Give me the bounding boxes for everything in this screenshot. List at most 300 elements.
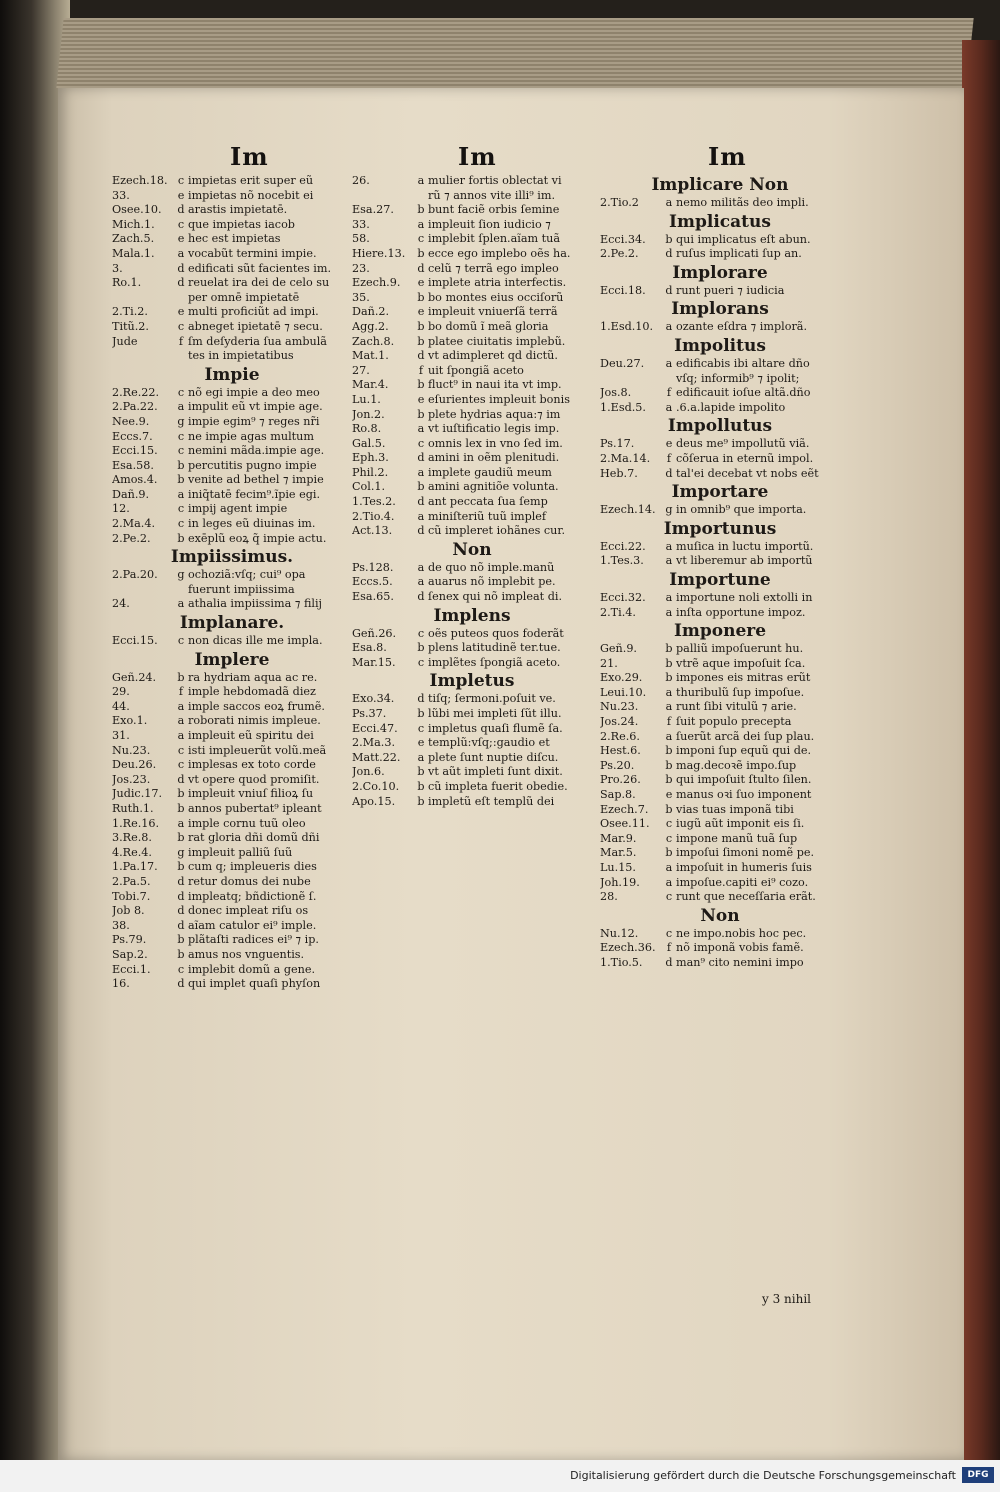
concordance-entry bbox=[352, 393, 612, 408]
entry-text: impleuit ſion iudicio ⁊ bbox=[428, 217, 551, 231]
entry-text: imple hebdomadã diez bbox=[188, 685, 316, 699]
dfg-logo: DFG bbox=[962, 1467, 994, 1483]
entry-reference: Mar.15. bbox=[352, 655, 396, 669]
entry-section-letter: a bbox=[417, 465, 425, 479]
entry-text: inſta opportune impoz. bbox=[676, 605, 806, 619]
concordance-entry bbox=[112, 700, 372, 715]
entry-text: ne impie agas multum bbox=[188, 429, 314, 443]
concordance-entry bbox=[112, 400, 372, 415]
entry-reference: 2.Re.6. bbox=[600, 729, 640, 743]
entry-reference: Ro.1. bbox=[112, 276, 142, 290]
entry-section-letter: a bbox=[665, 875, 673, 889]
entry-section-letter: d bbox=[665, 247, 673, 261]
entry-reference: 26. bbox=[352, 174, 370, 187]
headword: Importunus bbox=[663, 518, 777, 539]
entry-reference: Phil.2. bbox=[352, 465, 389, 479]
entry-text: impones eis mitras erũt bbox=[676, 671, 811, 685]
entry-text: eſurientes impleuit bonis bbox=[428, 392, 570, 406]
entry-section-letter: e bbox=[417, 392, 425, 406]
entry-reference: Esa.8. bbox=[352, 641, 387, 655]
entry-reference: 1.Tes.3. bbox=[600, 554, 644, 568]
entry-reference: Tobi.7. bbox=[112, 889, 151, 903]
concordance-entry bbox=[600, 730, 860, 745]
entry-section-letter: b bbox=[417, 765, 425, 779]
entry-section-letter: b bbox=[417, 290, 425, 304]
headword: Impolitus bbox=[674, 335, 766, 356]
entry-reference: 1.Esd.5. bbox=[600, 400, 646, 414]
entry-reference: Esa.65. bbox=[352, 590, 394, 604]
entry-text: mulier fortis oblectat vi bbox=[428, 174, 562, 187]
concordance-entry bbox=[600, 554, 860, 569]
entry-reference: Mat.1. bbox=[352, 349, 389, 363]
concordance-entry bbox=[112, 948, 372, 963]
concordance-entry bbox=[112, 671, 372, 686]
concordance-entry bbox=[352, 320, 612, 335]
entry-reference: Act.13. bbox=[352, 524, 393, 538]
concordance-entry bbox=[352, 291, 612, 306]
entry-text: vſq; informib⁹ ⁊ ipolit; bbox=[676, 371, 800, 385]
concordance-entry bbox=[600, 233, 860, 248]
entry-reference: Zach.8. bbox=[352, 334, 395, 348]
concordance-entry bbox=[600, 956, 860, 971]
entry-text: in leges eũ diuinas im. bbox=[188, 517, 316, 531]
entry-section-letter bbox=[662, 372, 676, 387]
entry-section-letter: b bbox=[417, 407, 425, 421]
entry-section-letter bbox=[174, 583, 188, 598]
entry-section-letter: b bbox=[177, 473, 185, 487]
entry-reference: 1.Tes.2. bbox=[352, 495, 396, 509]
concordance-entry bbox=[600, 642, 860, 657]
concordance-entry bbox=[112, 977, 372, 992]
entry-section-letter: d bbox=[177, 918, 185, 932]
entry-reference: Sap.8. bbox=[600, 788, 636, 802]
entry-reference: Esa.27. bbox=[352, 203, 394, 217]
entry-section-letter: a bbox=[665, 400, 673, 414]
entry-reference: Jos.8. bbox=[600, 386, 632, 400]
concordance-entry bbox=[352, 561, 612, 576]
concordance-entry bbox=[112, 532, 372, 547]
entry-section-letter: a bbox=[417, 509, 425, 523]
entry-text: runt que neceſſaria erãt. bbox=[676, 890, 816, 904]
entry-section-letter: f bbox=[178, 334, 184, 348]
entry-text: .6.a.lapide impolito bbox=[676, 400, 786, 414]
entry-reference: Eph.3. bbox=[352, 451, 389, 465]
concordance-entry bbox=[112, 189, 372, 204]
concordance-entry bbox=[112, 597, 372, 612]
concordance-entry bbox=[600, 467, 860, 482]
entry-reference: Heb.7. bbox=[600, 466, 638, 480]
entry-text: implete gaudiũ meum bbox=[428, 465, 552, 479]
entry-text: imponi ſup equũ qui de. bbox=[676, 744, 812, 758]
entry-text: in omnib⁹ que importa. bbox=[676, 503, 807, 517]
concordance-entry bbox=[112, 232, 372, 247]
entry-section-letter: c bbox=[177, 517, 185, 531]
entry-reference: 33. bbox=[352, 217, 370, 231]
entry-reference: Dañ.9. bbox=[112, 487, 150, 501]
entry-text: tal'ei decebat vt nobs eẽt bbox=[676, 466, 819, 480]
concordance-entry bbox=[112, 875, 372, 890]
concordance-entry bbox=[352, 451, 612, 466]
concordance-entry bbox=[352, 378, 612, 393]
entry-text: ne impo.nobis hoc pec. bbox=[676, 926, 807, 940]
entry-text: cũ impleta fuerit obedie. bbox=[428, 779, 568, 793]
concordance-entry bbox=[352, 189, 612, 204]
entry-text: cum q; impleueris dies bbox=[188, 860, 317, 874]
concordance-entry bbox=[112, 430, 372, 445]
entry-reference: Mar.4. bbox=[352, 378, 389, 392]
concordance-entry bbox=[352, 627, 612, 642]
entry-section-letter: e bbox=[177, 232, 185, 246]
entry-reference: Jos.23. bbox=[112, 772, 151, 786]
concordance-entry bbox=[600, 247, 860, 262]
entry-section-letter: b bbox=[417, 794, 425, 808]
concordance-entry bbox=[112, 568, 372, 583]
entry-text: templũ:vſq;:gaudio et bbox=[428, 736, 550, 750]
entry-text: plete ſunt nuptie diſcu. bbox=[428, 750, 559, 764]
concordance-entry bbox=[352, 524, 612, 539]
entry-reference: Zach.5. bbox=[112, 232, 155, 246]
concordance-entry bbox=[112, 860, 372, 875]
concordance-entry bbox=[352, 276, 612, 291]
entry-reference: Joh.19. bbox=[600, 875, 640, 889]
entry-section-letter: b bbox=[177, 670, 185, 684]
entry-reference: 2.Ti.4. bbox=[600, 605, 636, 619]
concordance-entry bbox=[600, 401, 860, 416]
entry-reference: Job 8. bbox=[112, 904, 145, 918]
entry-section-letter: b bbox=[177, 831, 185, 845]
running-head-middle: Im bbox=[458, 142, 497, 171]
entry-text: impleuit vniuſ filioꝝ ſu bbox=[188, 787, 314, 801]
entry-text: nõ imponã vobis famẽ. bbox=[676, 941, 804, 955]
entry-text: annos pubertat⁹ ipleant bbox=[188, 801, 322, 815]
entry-text: rũ ⁊ annos vite illi⁹ im. bbox=[428, 188, 556, 202]
entry-section-letter: d bbox=[417, 692, 425, 706]
concordance-entry bbox=[352, 575, 612, 590]
entry-reference: Exo.34. bbox=[352, 692, 395, 706]
headword: Importare bbox=[671, 482, 769, 503]
concordance-entry bbox=[352, 247, 612, 262]
entry-reference: 33. bbox=[112, 188, 130, 202]
entry-text: vt opere quod promiſit. bbox=[188, 772, 320, 786]
entry-text: celũ ⁊ terrã ego impleo bbox=[428, 261, 559, 275]
entry-section-letter: b bbox=[417, 203, 425, 217]
concordance-entry bbox=[112, 846, 372, 861]
entry-text: roborati nimis impleue. bbox=[188, 714, 321, 728]
concordance-entry bbox=[352, 707, 612, 722]
concordance-entry bbox=[112, 276, 372, 291]
page-edges bbox=[56, 18, 973, 88]
entry-text: vt aũt impleti ſunt dixit. bbox=[428, 765, 563, 779]
concordance-entry bbox=[600, 606, 860, 621]
entry-section-letter: d bbox=[417, 349, 425, 363]
concordance-entry bbox=[352, 751, 612, 766]
headword: Non bbox=[700, 905, 740, 926]
entry-reference: 1.Esd.10. bbox=[600, 320, 654, 334]
entry-section-letter: d bbox=[665, 466, 673, 480]
entry-reference: 2.Ma.4. bbox=[112, 517, 156, 531]
entry-section-letter: d bbox=[177, 889, 185, 903]
entry-text: isti impleuerũt volũ.meã bbox=[188, 743, 327, 757]
entry-reference: Sap.2. bbox=[112, 947, 148, 961]
entry-section-letter: b bbox=[665, 802, 673, 816]
entry-section-letter: c bbox=[177, 429, 185, 443]
entry-text: bo domũ ĩ meã gloria bbox=[428, 319, 549, 333]
entry-text: arastis impietatē. bbox=[188, 203, 288, 217]
entry-reference: Ezech.14. bbox=[600, 503, 656, 517]
entry-reference: Titũ.2. bbox=[112, 319, 149, 333]
entry-text: impleuit palliũ ſuũ bbox=[188, 845, 293, 859]
concordance-entry bbox=[352, 262, 612, 277]
entry-section-letter: f bbox=[666, 715, 672, 729]
concordance-entry bbox=[600, 773, 860, 788]
concordance-entry bbox=[600, 759, 860, 774]
concordance-entry bbox=[112, 919, 372, 934]
entry-reference: Leui.10. bbox=[600, 685, 647, 699]
entry-reference: Dañ.2. bbox=[352, 305, 390, 319]
entry-section-letter: d bbox=[665, 283, 673, 297]
entry-reference: 29. bbox=[112, 685, 130, 699]
concordance-entry bbox=[112, 502, 372, 517]
running-head-right: Im bbox=[708, 142, 747, 171]
entry-reference: Geñ.24. bbox=[112, 670, 157, 684]
entry-section-letter: c bbox=[177, 634, 185, 648]
entry-reference: Ecci.15. bbox=[112, 444, 158, 458]
entry-text: implebit domũ a gene. bbox=[188, 962, 315, 976]
entry-reference: 24. bbox=[112, 597, 130, 611]
concordance-entry bbox=[352, 349, 612, 364]
concordance-entry bbox=[352, 422, 612, 437]
entry-reference: Ecci.34. bbox=[600, 232, 646, 246]
entry-reference bbox=[600, 372, 662, 387]
concordance-entry bbox=[352, 510, 612, 525]
entry-text: ſuerũt arcã dei ſup plau. bbox=[676, 729, 815, 743]
entry-section-letter: f bbox=[666, 386, 672, 400]
entry-text: imple cornu tuũ oleo bbox=[188, 816, 306, 830]
concordance-entry bbox=[600, 284, 860, 299]
headword: Impollutus bbox=[667, 416, 773, 437]
entry-text: implesas ex toto corde bbox=[188, 758, 316, 772]
entry-section-letter: b bbox=[177, 801, 185, 815]
entry-section-letter: d bbox=[417, 590, 425, 604]
concordance-entry bbox=[600, 846, 860, 861]
entry-text: non dicas ille me impla. bbox=[188, 634, 323, 648]
entry-section-letter: b bbox=[417, 641, 425, 655]
entry-reference: Ecci.1. bbox=[112, 962, 151, 976]
entry-text: tes in impietatibus bbox=[188, 349, 294, 363]
concordance-entry bbox=[352, 408, 612, 423]
entry-section-letter: a bbox=[417, 174, 425, 187]
concordance-entry bbox=[112, 488, 372, 503]
entry-text: fluct⁹ in naui ita vt imp. bbox=[428, 378, 562, 392]
entry-text: impletus quaſi flumẽ ſa. bbox=[428, 721, 563, 735]
concordance-entry bbox=[600, 657, 860, 672]
entry-text: ſuit populo precepta bbox=[676, 715, 792, 729]
headword: Implorans bbox=[671, 299, 769, 320]
concordance-entry bbox=[112, 787, 372, 802]
entry-section-letter: c bbox=[417, 436, 425, 450]
entry-reference: Gal.5. bbox=[352, 436, 386, 450]
entry-reference: 2.Pe.2. bbox=[112, 531, 151, 545]
entry-section-letter: e bbox=[417, 736, 425, 750]
entry-section-letter: d bbox=[177, 261, 185, 275]
entry-text: vt iuſtificatio legis imp. bbox=[428, 422, 560, 436]
concordance-entry bbox=[600, 671, 860, 686]
entry-text: lũbi mei impleti ſũt illu. bbox=[428, 707, 562, 720]
entry-text: ra hydriam aqua ac re. bbox=[188, 670, 318, 684]
entry-section-letter: a bbox=[665, 356, 673, 370]
concordance-entry bbox=[112, 335, 372, 350]
entry-text: impletũ eſt templũ dei bbox=[428, 794, 555, 808]
entry-section-letter: d bbox=[417, 451, 425, 465]
entry-section-letter: b bbox=[665, 773, 673, 787]
concordance-entry bbox=[352, 495, 612, 510]
entry-text: qui implicatus eſt abun. bbox=[676, 232, 811, 246]
entry-reference: 58. bbox=[352, 232, 370, 246]
entry-section-letter: f bbox=[178, 685, 184, 699]
entry-reference: 44. bbox=[112, 699, 130, 713]
entry-text: omnis lex in vno ſed im. bbox=[428, 436, 563, 450]
entry-reference: 2.Pa.22. bbox=[112, 400, 158, 414]
entry-text: que impietas iacob bbox=[188, 217, 295, 231]
entry-section-letter: a bbox=[177, 729, 185, 742]
entry-text: athalia impiissima ⁊ filij bbox=[188, 597, 323, 611]
entry-section-letter: b bbox=[665, 232, 673, 246]
concordance-entry bbox=[352, 765, 612, 780]
entry-reference: 2.Co.10. bbox=[352, 779, 400, 793]
entry-reference: Osee.10. bbox=[112, 203, 162, 217]
entry-text: amini agnitiõe volunta. bbox=[428, 480, 559, 494]
entry-text: aĩam catulor ei⁹ imple. bbox=[188, 918, 317, 932]
headword: Impletus bbox=[429, 671, 515, 692]
entry-text: donec impleat riſu os bbox=[188, 904, 309, 918]
entry-section-letter: d bbox=[665, 955, 673, 969]
entry-text: bo montes eius occiſorũ bbox=[428, 290, 564, 304]
concordance-entry bbox=[112, 517, 372, 532]
entry-text: exēplũ eoꝝ q̃ impie actu. bbox=[188, 531, 327, 545]
entry-section-letter: b bbox=[665, 744, 673, 758]
entry-section-letter: e bbox=[665, 437, 673, 451]
entry-section-letter: a bbox=[417, 422, 425, 436]
entry-section-letter: b bbox=[417, 707, 425, 720]
entry-text: impleuit eũ spiritu dei bbox=[188, 729, 314, 742]
entry-section-letter: b bbox=[417, 378, 425, 392]
entry-reference: Nu.12. bbox=[600, 926, 639, 940]
entry-text: fuerunt impiissima bbox=[188, 582, 295, 596]
entry-reference: Jos.24. bbox=[600, 715, 639, 729]
entry-text: platee ciuitatis implebũ. bbox=[428, 334, 566, 348]
entry-section-letter: a bbox=[665, 320, 673, 334]
headword: Implicare Non bbox=[651, 175, 789, 195]
entry-section-letter: a bbox=[177, 714, 185, 728]
concordance-entry bbox=[600, 591, 860, 606]
entry-reference: Esa.58. bbox=[112, 458, 154, 472]
concordance-entry bbox=[600, 715, 860, 730]
concordance-entry bbox=[112, 247, 372, 262]
entry-text: impulit eũ vt impie age. bbox=[188, 400, 323, 414]
concordance-entry bbox=[352, 437, 612, 452]
concordance-entry bbox=[352, 736, 612, 751]
entry-text: implebit ſplen.aĩam tuã bbox=[428, 232, 561, 246]
entry-reference: Exo.1. bbox=[112, 714, 148, 728]
concordance-entry bbox=[352, 795, 612, 810]
entry-text: auarus nõ implebit pe. bbox=[428, 575, 556, 589]
entry-reference: Ps.20. bbox=[600, 758, 635, 772]
entry-section-letter: g bbox=[177, 845, 185, 859]
column-right bbox=[600, 140, 860, 971]
entry-reference: Hest.6. bbox=[600, 744, 641, 758]
entry-text: vtrẽ aque impoſuit ſca. bbox=[676, 656, 806, 670]
entry-section-letter: c bbox=[665, 926, 673, 940]
entry-reference: Exo.29. bbox=[600, 671, 643, 685]
entry-text: venite ad bethel ⁊ impie bbox=[188, 473, 324, 487]
entry-section-letter: d bbox=[177, 203, 185, 217]
entry-section-letter: d bbox=[177, 977, 185, 991]
headword: Implicatus bbox=[669, 211, 771, 232]
concordance-entry bbox=[112, 218, 372, 233]
entry-section-letter: e bbox=[177, 188, 185, 202]
entry-text: de quo nõ imple.manũ bbox=[428, 560, 555, 574]
entry-section-letter: a bbox=[177, 816, 185, 830]
entry-text: ozante eſdra ⁊ implorã. bbox=[676, 320, 808, 334]
entry-reference: 12. bbox=[112, 502, 130, 516]
entry-section-letter: b bbox=[665, 846, 673, 860]
entry-section-letter: b bbox=[417, 779, 425, 793]
entry-text: iugũ aũt imponit eis ſi. bbox=[676, 817, 805, 831]
headword: Implanare. bbox=[179, 613, 285, 634]
entry-section-letter: d bbox=[417, 495, 425, 509]
entry-section-letter: b bbox=[177, 531, 185, 545]
entry-reference: Ecci.22. bbox=[600, 539, 646, 553]
headword: Impie bbox=[204, 364, 260, 385]
headword: Implorare bbox=[672, 262, 768, 283]
entry-text: hec est impietas bbox=[188, 232, 281, 246]
entry-text: vocabũt termini impie. bbox=[188, 246, 317, 260]
concordance-entry bbox=[112, 305, 372, 320]
concordance-entry bbox=[112, 386, 372, 401]
entry-section-letter: c bbox=[417, 232, 425, 246]
entry-text: amini in oẽm plenitudi. bbox=[428, 451, 560, 465]
concordance-entry bbox=[600, 386, 860, 401]
concordance-entry bbox=[600, 357, 860, 372]
entry-section-letter: a bbox=[177, 487, 185, 501]
entry-section-letter: a bbox=[665, 861, 673, 874]
concordance-entry bbox=[600, 832, 860, 847]
entry-text: edificati sũt facientes im. bbox=[188, 261, 332, 275]
concordance-entry bbox=[352, 203, 612, 218]
concordance-entry bbox=[112, 904, 372, 919]
concordance-entry bbox=[352, 174, 612, 189]
entry-reference: Ro.8. bbox=[352, 422, 382, 436]
entry-text: vias tuas imponã tibi bbox=[676, 802, 794, 816]
entry-reference: Judic.17. bbox=[112, 787, 163, 801]
entry-reference: 2.Tio.2 bbox=[600, 196, 639, 209]
entry-text: cũ impleret iohãnes cur. bbox=[428, 524, 566, 538]
entry-section-letter: b bbox=[417, 480, 425, 494]
entry-text: ecce ego implebo oẽs ha. bbox=[428, 246, 571, 260]
entry-reference: 35. bbox=[352, 290, 370, 304]
entry-reference bbox=[112, 583, 174, 598]
entry-reference: Deu.26. bbox=[112, 758, 157, 772]
entry-reference: Hiere.13. bbox=[352, 246, 406, 260]
entry-reference: 28. bbox=[600, 890, 618, 904]
entry-text: abneget ipietatē ⁊ secu. bbox=[188, 319, 323, 333]
entry-reference: Ezech.7. bbox=[600, 802, 649, 816]
entry-section-letter bbox=[414, 189, 428, 204]
concordance-entry bbox=[112, 802, 372, 817]
entry-reference: 23. bbox=[352, 261, 370, 275]
concordance-entry bbox=[112, 415, 372, 430]
concordance-entry bbox=[352, 218, 612, 233]
